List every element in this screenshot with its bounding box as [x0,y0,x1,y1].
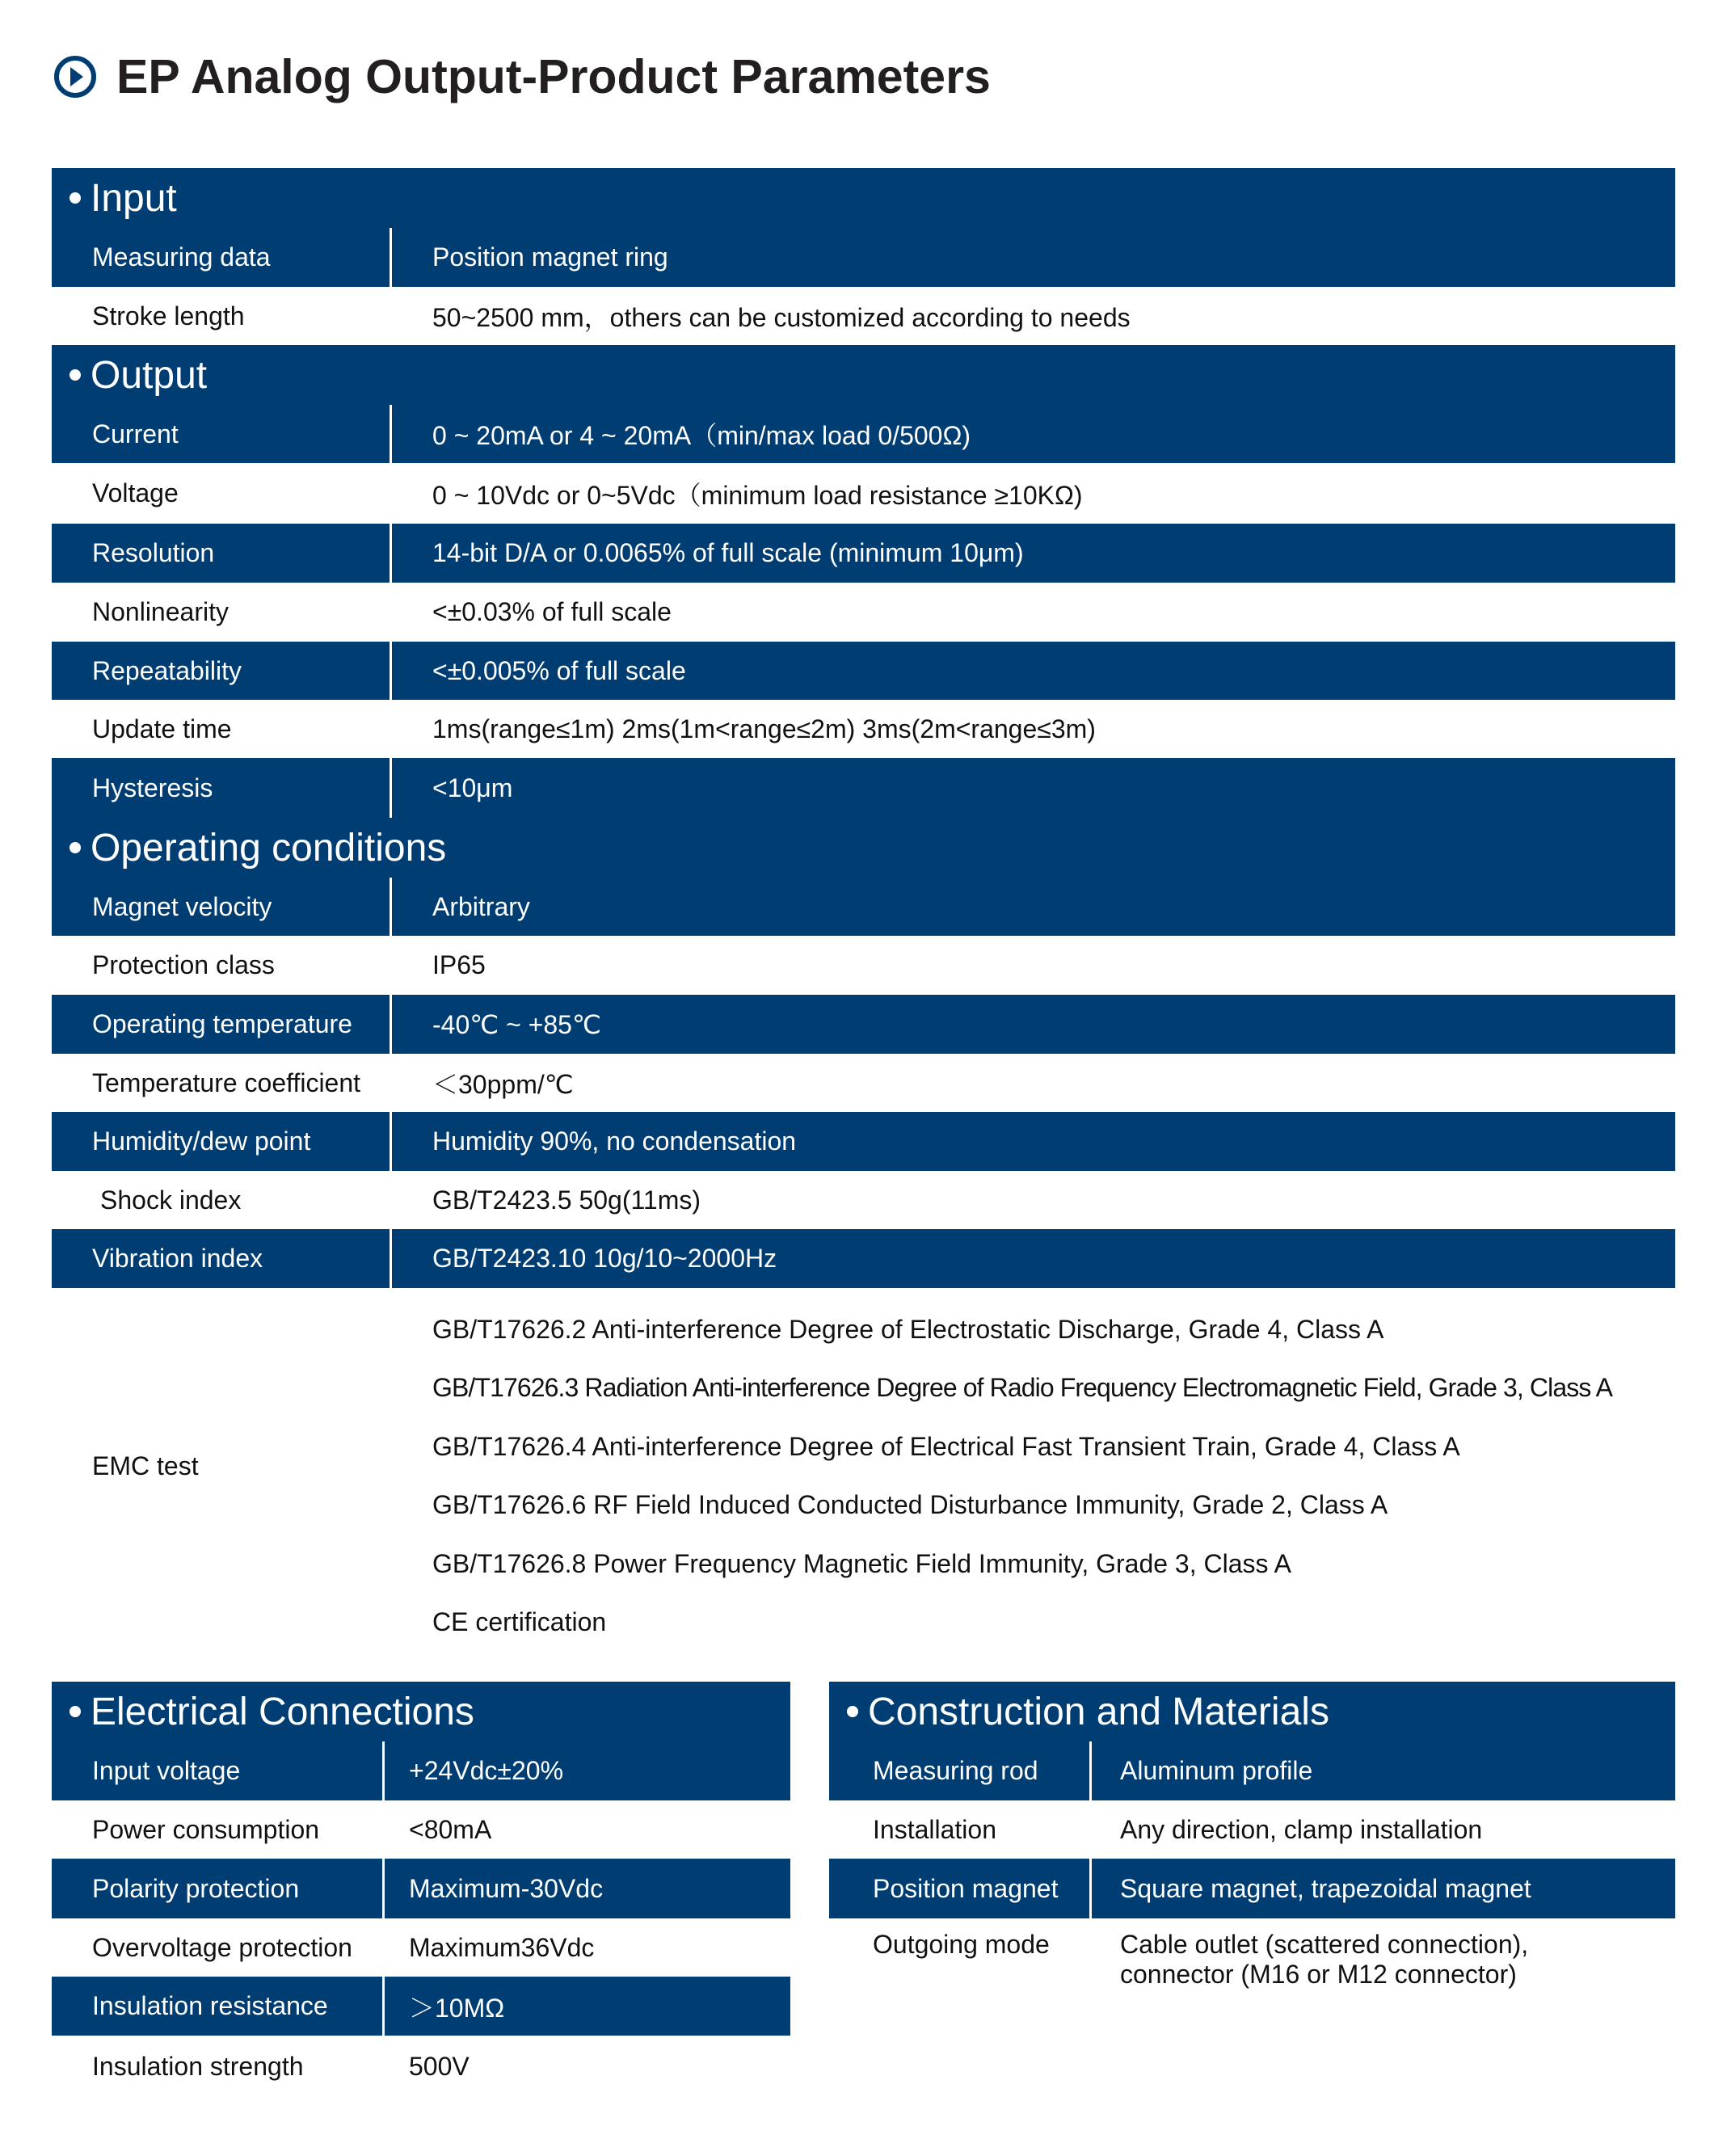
param-label: Stroke length [92,301,245,331]
param-value: <±0.005% of full scale [432,655,686,685]
emc-test-label: EMC test [92,1451,199,1480]
table-row [52,1112,1675,1171]
table-row [52,1054,1675,1112]
table-row [52,1229,1675,1288]
param-value: <±0.03% of full scale [432,597,672,626]
table-row [52,1741,790,1800]
param-label: Protection class [92,950,275,979]
param-value: 14-bit D/A or 0.0065% of full scale (minimum 10μm) [432,538,1024,567]
param-label: Operating temperature [52,995,392,1054]
param-value [1092,1930,1528,1990]
section-header-input [52,168,1675,228]
table-row [829,1800,1675,1859]
param-label: Voltage [92,478,179,507]
param-label: Update time [92,714,232,743]
param-label: Shock index [100,1185,242,1215]
param-label: Insulation resistance [52,1977,385,2036]
bullet-icon [69,192,81,204]
emc-test-item: GB/T17626.3 Radiation Anti-interference Degree of Radio Frequency Electromagnetic Field, Grade 3, Class A [432,1373,1613,1403]
construction-materials-table [829,1682,1675,1999]
param-value: <80mA [409,1814,492,1844]
table-row [52,995,1675,1054]
emc-test-item: GB/T17626.4 Anti-interference Degree of Electrical Fast Transient Train, Grade 4, Class A [432,1431,1460,1461]
table-row [52,1918,790,1977]
param-value: GB/T2423.10 10g/10~2000Hz [432,1244,777,1273]
param-value: IP65 [432,950,486,979]
bullet-icon [847,1706,858,1717]
section-title-electrical: Electrical Connections [91,1690,474,1733]
section-title-output: Output [91,353,208,397]
param-value-line: connector (M16 or M12 connector) [1120,1959,1517,1989]
param-label: Installation [873,1814,996,1844]
param-label: Vibration index [52,1229,392,1288]
table-row [52,2036,790,2097]
param-label: Insulation strength [92,2051,304,2081]
param-label: Nonlinearity [92,597,229,626]
section-header-output [52,345,1675,405]
emc-test-item: GB/T17626.2 Anti-interference Degree of Electrostatic Discharge, Grade 4, Class A [432,1314,1384,1344]
table-row [52,405,1675,463]
electrical-connections-table [52,1682,790,2097]
bullet-icon [69,842,81,853]
param-label: Current [52,405,392,463]
section-title-input: Input [91,176,177,220]
table-row [52,228,1675,287]
param-value: 50~2500 mm，others can be customized according to needs [432,303,1131,332]
param-label: Measuring rod [829,1741,1092,1800]
param-value: Arbitrary [432,891,530,921]
param-label: Magnet velocity [52,878,392,936]
param-label: Overvoltage protection [92,1932,352,1962]
emc-test-item: GB/T17626.8 Power Frequency Magnetic Field Immunity, Grade 3, Class A [432,1548,1291,1578]
param-value: Any direction, clamp installation [1120,1814,1483,1844]
table-row [52,583,1675,642]
param-value: ＞10MΩ [409,1993,505,2023]
page-title [53,47,991,107]
table-row [52,287,1675,345]
param-label: Outgoing mode [873,1930,1050,1959]
table-row [52,878,1675,936]
param-value: 0 ~ 10Vdc or 0~5Vdc（minimum load resistance ≥10KΩ) [432,480,1083,510]
param-label: Resolution [52,524,392,583]
param-value: -40℃ ~ +85℃ [432,1009,601,1039]
param-value: Position magnet ring [432,242,668,272]
param-value: Maximum36Vdc [409,1932,595,1962]
param-label: Power consumption [92,1814,320,1844]
param-value: <10μm [432,773,513,802]
param-value: ＜30ppm/℃ [432,1070,574,1099]
table-row [52,758,1675,818]
param-label: Input voltage [52,1741,385,1800]
param-label: Hysteresis [52,758,392,818]
table-row [52,1977,790,2036]
emc-test-item: GB/T17626.6 RF Field Induced Conducted Disturbance Immunity, Grade 2, Class A [432,1490,1388,1520]
section-title-operating: Operating conditions [91,826,447,870]
param-label: Position magnet [829,1859,1092,1918]
param-value: 1ms(range≤1m) 2ms(1m<range≤2m) 3ms(2m<range≤3m) [432,714,1096,743]
param-label: Temperature coefficient [92,1067,361,1097]
table-row [52,463,1675,524]
param-value: Maximum-30Vdc [409,1873,604,1903]
table-row [52,1171,1675,1229]
bullet-icon [69,1706,81,1717]
param-label: Polarity protection [52,1859,385,1918]
page-title-text: EP Analog Output-Product Parameters [116,50,991,103]
emc-test-block [52,1287,1675,1644]
param-value: 0 ~ 20mA or 4 ~ 20mA（min/max load 0/500Ω) [432,421,971,450]
section-title-construction: Construction and Materials [868,1690,1329,1733]
param-value: GB/T2423.5 50g(11ms) [432,1185,701,1215]
table-row [829,1918,1675,1999]
param-value: Aluminum profile [1120,1756,1313,1785]
emc-test-list [432,1300,1612,1652]
table-row [52,700,1675,758]
play-circle-icon [53,55,97,99]
param-label: Humidity/dew point [52,1112,392,1171]
table-row [52,1800,790,1859]
param-label: Measuring data [52,228,392,287]
main-parameter-table [52,168,1675,1288]
bullet-icon [69,369,81,381]
section-header-operating [52,818,1675,878]
param-value: Square magnet, trapezoidal magnet [1120,1873,1531,1903]
table-row [52,524,1675,583]
section-header-electrical [52,1682,790,1741]
param-label: Repeatability [52,642,392,700]
table-row [829,1741,1675,1800]
table-row [52,1859,790,1918]
param-value: 500V [409,2051,470,2081]
emc-test-item: CE certification [432,1607,607,1637]
param-value-line: Cable outlet (scattered connection), [1120,1930,1529,1959]
table-row [829,1859,1675,1918]
table-row [52,936,1675,995]
table-row [52,642,1675,700]
section-header-construction [829,1682,1675,1741]
param-value: +24Vdc±20% [409,1756,564,1785]
param-value: Humidity 90%, no condensation [432,1126,797,1156]
